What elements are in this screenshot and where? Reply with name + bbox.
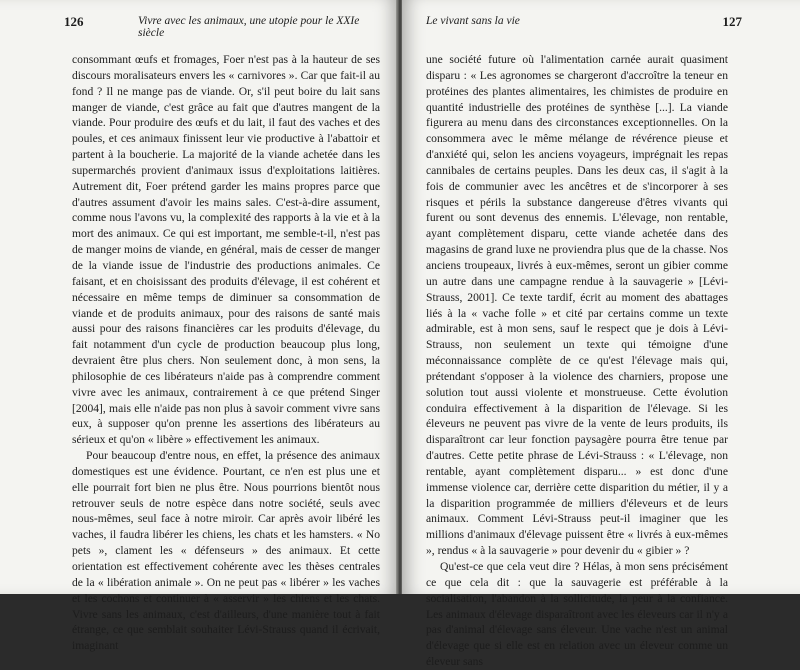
page-number-right: 127 [722, 14, 742, 29]
left-page [0, 0, 398, 653]
paragraph: Pour beaucoup d'entre nous, en effet, la présence des animaux domestiques est une évidence. Pourtant, ce n'en est plus une et elle pourrait fort bien ne plus être. Nous pourrions bientôt nous retrouver seuls de notre espèce dans notre société, seuls avec nous-mêmes, seul face à notre miroir. Car après avoir libéré les vaches, il faudra libérer les chiens, les chats et les hamsters. « No pets », clament les « défenseurs » des animaux. Et cette orientation est effectivement cohérente avec les thèses centrales de la « libération animale ». On ne peut pas « libérer » les vaches et les cochons et continuer à « asservir » les chiens et les chats. Vivre sans les animaux, c'est d'ailleurs, d'une manière tout à fait étrange, ce que semblait souhaiter Lévi-Strauss quand il écrivait, imaginant [72, 449, 380, 653]
right-page-body [426, 52, 728, 670]
running-head-left: Vivre avec les animaux, une utopie pour le XXIe siècle [138, 15, 360, 39]
running-head-right: Le vivant sans la vie [426, 15, 520, 27]
right-page [402, 0, 800, 669]
paragraph: une société future où l'alimentation carnée aurait quasiment disparu : « Les agronomes se chargeront d'accroître la teneur en protéines des plantes alimentaires, les chimistes de produire en quantité industrielle des protéines de synthèse [...]. La viande figurera au menu dans des circonstances exceptionnelles. On la consommera avec le même mélange de révérence pieuse et d'anxiété qui, selon les anciens voyageurs, imprégnait les repas cannibales de certains peuples. Dans les deux cas, il s'agit à la fois de communier avec les ancêtres et de s'incorporer à ses risques et périls la substance dangereuse d'êtres vivants qui furent ou sont devenus des ennemis. L'élevage, non rentable, ayant complètement disparu, cette viande achetée dans des magasins de grand luxe ne proviendra plus que de la chasse. Nos anciens troupeaux, livrés à eux-mêmes, seront un gibier comme un autre dans une campagne rendue à la sauvagerie » [Lévi-Strauss, 2001]. Ce texte tardif, écrit au moment des abattages liés à la « vache folle » et cité par certains comme un texte admirable, est à mon sens, sauf le respect que je dois à Lévi-Strauss, non seulement un texte qui témoigne d'une méconnaissance complète de ce qu'est l'élevage mais qui, prétendant s'opposer à la violence des charniers, propose une solution tout aussi violente et monstrueuse. Cette évolution conduira effectivement à la disparition de l'élevage. Si les éleveurs ne peuvent pas vivre de la vente de leurs produits, ils disparaîtront car leur fonction paysagère pourra être tenue par d'autres. Cette petite phrase de Lévi-Strauss : « L'élevage, non rentable, ayant complètement disparu... » est donc d'une immense violence car, derrière cette disparition du métier, il y a la disparition programmée de milliers d'éleveurs et de leurs animaux. Comment Lévi-Strauss peut-il imaginer que les millions d'animaux d'élevage puissent être « livrés à eux-mêmes », rendus « à la sauvagerie » pour devenir du « gibier » ? [426, 53, 728, 558]
page-number-left: 126 [64, 14, 84, 29]
right-page-header [426, 12, 742, 32]
paragraph: consommant œufs et fromages, Foer n'est pas à la hauteur de ses discours moralisateurs envers les « carnivores ». Car que fait-il au fond ? Il ne mange pas de viande. Or, s'il peut boire du lait sans manger de viande, c'est grâce au fait que d'autres mangent de la viande. Pour produire des œufs et du lait, il faut des vaches et des poules, et ces animaux finissent leur vie productive à l'abattoir et partent à la boucherie. La majorité de la viande achetée dans les supermarchés provient d'animaux issus d'exploitations laitières. Autrement dit, Foer prétend garder les mains propres parce que d'autres assument d'avoir les mains sales. C'est-à-dire assument, comme nous l'avons vu, la complexité des rapports à la vie et à la mort des animaux. Ce qui est important, me semble-t-il, n'est pas de manger moins de viande, en général, mais de cesser de manger de la viande issue de l'industrie des productions animales. Ce faisant, et en choisissant des produits d'élevage, il est cohérent et nécessaire en même temps de diminuer sa consommation de viande et de produits animaux, pour des raisons de santé mais aussi pour des raisons financières car les produits d'élevage, du fait notamment d'un cycle de production beaucoup plus long, devraient être plus chers. Non seulement donc, à mon sens, la philosophie de ces libérateurs n'aide pas à comprendre comment vivre avec les animaux, contrairement à ce que prétend Singer [2004], mais elle n'aide pas non plus à savoir comment vivre sans eux, à supposer qu'on prenne les assertions des libérateurs au sérieux et qu'on « libère » effectivement les animaux. [72, 53, 380, 447]
left-page-header [64, 12, 380, 39]
paragraph: Qu'est-ce que cela veut dire ? Hélas, à mon sens précisément ce que cela dit : que la sauvagerie est préférable à la socialisation, l'abandon à la sollicitude, la peur à la confiance. Les animaux d'élevage disparaîtront avec les éleveurs car il n'y a pas d'animal d'élevage sans éleveur. Une vache n'est un animal d'élevage que si elle est en relation avec un éleveur comme un éleveur sans [426, 560, 728, 669]
left-page-body [72, 52, 380, 654]
